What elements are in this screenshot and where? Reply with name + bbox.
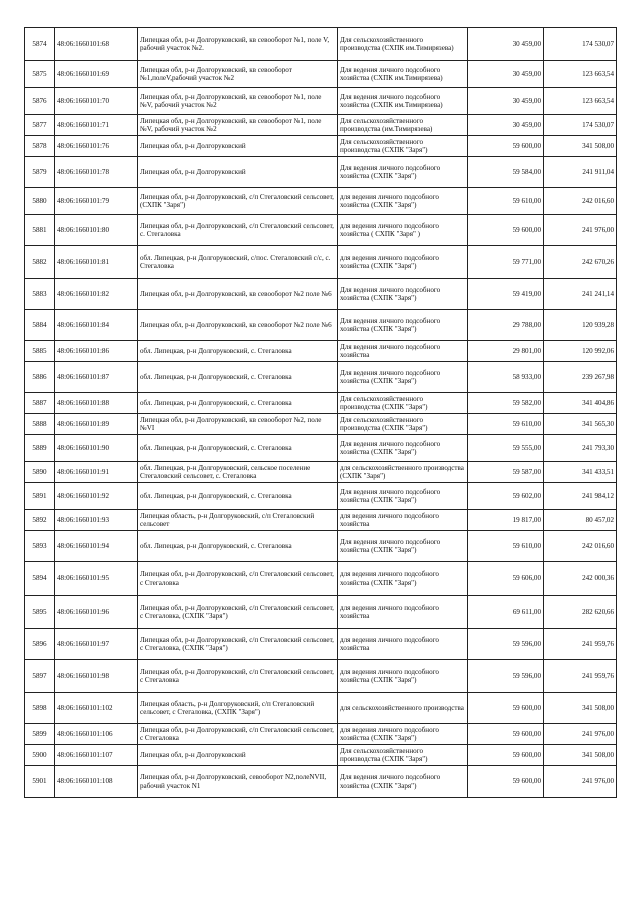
row-number: 5893 xyxy=(25,531,55,562)
address: Липецкая обл, р-н Долгоруковский, севооборот N2,полеNVII, рабочий участок N1 xyxy=(138,766,338,798)
permitted-use: Для ведения личного подсобного хозяйства xyxy=(338,341,468,362)
table-row xyxy=(25,724,617,745)
permitted-use: Для ведения личного подсобного хозяйства (СХПК "Заря") xyxy=(338,435,468,462)
address: Липецкая область, р-н Долгоруковский, с/п Стегаловский сельсовет, с Стегаловка, (СХПК "Заря") xyxy=(138,693,338,724)
table-row xyxy=(25,115,617,136)
permitted-use: Для ведения личного подсобного хозяйства (СХПК "Заря") xyxy=(338,483,468,510)
cadastral-value: 123 663,54 xyxy=(544,88,617,115)
land-parcel-table xyxy=(24,27,617,798)
cadastral-number: 48:06:1660101:93 xyxy=(55,510,138,531)
cadastral-value: 242 670,26 xyxy=(544,246,617,279)
row-number: 5901 xyxy=(25,766,55,798)
permitted-use: для ведения личного подсобного хозяйства (СХПК "Заря") xyxy=(338,724,468,745)
area-value: 59 600,00 xyxy=(468,693,544,724)
permitted-use: Для сельскохозяйственного производства (СХПК "Заря") xyxy=(338,136,468,157)
permitted-use: для сельскохозяйственного производства (СХПК "Заря") xyxy=(338,462,468,483)
permitted-use: Для сельскохозяйственного производства (СХПК им.Тимирязева) xyxy=(338,28,468,61)
cadastral-value: 341 508,00 xyxy=(544,693,617,724)
address: Липецкая обл, р-н Долгоруковский xyxy=(138,157,338,188)
address: Липецкая обл, р-н Долгоруковский, с/п Стегаловский сельсовет, с Стегаловка, (СХПК "Заря") xyxy=(138,596,338,629)
cadastral-value: 174 530,07 xyxy=(544,28,617,61)
cadastral-value: 241 976,00 xyxy=(544,215,617,246)
area-value: 30 459,00 xyxy=(468,88,544,115)
permitted-use: для сельскохозяйственного производства xyxy=(338,693,468,724)
cadastral-value: 241 793,30 xyxy=(544,435,617,462)
address: Липецкая обл, р-н Долгоруковский, кв севооборот №2 поле №6 xyxy=(138,279,338,310)
cadastral-number: 48:06:1660101:70 xyxy=(55,88,138,115)
row-number: 5897 xyxy=(25,660,55,693)
table-row xyxy=(25,188,617,215)
cadastral-value: 282 620,66 xyxy=(544,596,617,629)
address: Липецкая обл, р-н Долгоруковский, с/п Стегаловский сельсовет, с Стегаловка xyxy=(138,562,338,596)
address: обл. Липецкая, р-н Долгоруковский, сельское поселение Стегаловский сельсовет, с. Стегаловка xyxy=(138,462,338,483)
permitted-use: для ведения личного подсобного хозяйства xyxy=(338,629,468,660)
cadastral-number: 48:06:1660101:107 xyxy=(55,745,138,766)
cadastral-number: 48:06:1660101:102 xyxy=(55,693,138,724)
cadastral-number: 48:06:1660101:89 xyxy=(55,414,138,435)
area-value: 59 610,00 xyxy=(468,414,544,435)
table-row xyxy=(25,629,617,660)
permitted-use: для ведения личного подсобного хозяйства (СХПК "Заря") xyxy=(338,562,468,596)
table-row xyxy=(25,483,617,510)
area-value: 59 584,00 xyxy=(468,157,544,188)
area-value: 59 596,00 xyxy=(468,660,544,693)
address: Липецкая обл, р-н Долгоруковский, кв севооборот №1, поле №V, рабочий участок №2 xyxy=(138,88,338,115)
cadastral-value: 241 959,76 xyxy=(544,629,617,660)
row-number: 5881 xyxy=(25,215,55,246)
permitted-use: для ведения личного подсобного хозяйства ( СХПК "Заря" ) xyxy=(338,215,468,246)
area-value: 69 611,00 xyxy=(468,596,544,629)
cadastral-value: 242 016,60 xyxy=(544,531,617,562)
table-row xyxy=(25,393,617,414)
table-row xyxy=(25,279,617,310)
table-row xyxy=(25,660,617,693)
table-row xyxy=(25,510,617,531)
cadastral-number: 48:06:1660101:108 xyxy=(55,766,138,798)
permitted-use: Для ведения личного подсобного хозяйства (СХПК "Заря") xyxy=(338,766,468,798)
cadastral-number: 48:06:1660101:79 xyxy=(55,188,138,215)
row-number: 5899 xyxy=(25,724,55,745)
permitted-use: для ведения личного подсобного хозяйства (СХПК "Заря") xyxy=(338,246,468,279)
address: Липецкая обл, р-н Долгоруковский, с/п Стегаловский сельсовет, с. Стегаловка xyxy=(138,215,338,246)
address: обл. Липецкая, р-н Долгоруковский, с. Стегаловка xyxy=(138,362,338,393)
table-row xyxy=(25,414,617,435)
cadastral-number: 48:06:1660101:94 xyxy=(55,531,138,562)
cadastral-number: 48:06:1660101:78 xyxy=(55,157,138,188)
address: обл. Липецкая, р-н Долгоруковский, с. Стегаловка xyxy=(138,531,338,562)
cadastral-value: 341 508,00 xyxy=(544,136,617,157)
area-value: 59 610,00 xyxy=(468,531,544,562)
row-number: 5880 xyxy=(25,188,55,215)
address: обл. Липецкая, р-н Долгоруковский, с. Стегаловка xyxy=(138,341,338,362)
address: Липецкая обл, р-н Долгоруковский, с/п Стегаловский сельсовет, с Стегаловка xyxy=(138,724,338,745)
table-row xyxy=(25,693,617,724)
address: обл. Липецкая, р-н Долгоруковский, с/пос. Стегаловский с/с, с. Стегаловка xyxy=(138,246,338,279)
cadastral-number: 48:06:1660101:91 xyxy=(55,462,138,483)
area-value: 59 602,00 xyxy=(468,483,544,510)
table-row xyxy=(25,215,617,246)
area-value: 59 606,00 xyxy=(468,562,544,596)
table-row xyxy=(25,246,617,279)
area-value: 58 933,00 xyxy=(468,362,544,393)
table-row xyxy=(25,362,617,393)
cadastral-number: 48:06:1660101:69 xyxy=(55,61,138,88)
cadastral-value: 241 976,00 xyxy=(544,724,617,745)
cadastral-number: 48:06:1660101:86 xyxy=(55,341,138,362)
row-number: 5883 xyxy=(25,279,55,310)
table-row xyxy=(25,531,617,562)
area-value: 29 801,00 xyxy=(468,341,544,362)
address: Липецкая обл, р-н Долгоруковский, кв севооборот №1,полеV,рабочий участок №2 xyxy=(138,61,338,88)
cadastral-value: 242 016,60 xyxy=(544,188,617,215)
cadastral-number: 48:06:1660101:97 xyxy=(55,629,138,660)
cadastral-number: 48:06:1660101:95 xyxy=(55,562,138,596)
table-row xyxy=(25,766,617,798)
row-number: 5878 xyxy=(25,136,55,157)
area-value: 59 771,00 xyxy=(468,246,544,279)
cadastral-number: 48:06:1660101:84 xyxy=(55,310,138,341)
area-value: 30 459,00 xyxy=(468,61,544,88)
table-row xyxy=(25,28,617,61)
cadastral-value: 80 457,02 xyxy=(544,510,617,531)
table-row xyxy=(25,341,617,362)
cadastral-value: 174 530,07 xyxy=(544,115,617,136)
row-number: 5887 xyxy=(25,393,55,414)
row-number: 5898 xyxy=(25,693,55,724)
area-value: 59 610,00 xyxy=(468,188,544,215)
row-number: 5874 xyxy=(25,28,55,61)
table-row xyxy=(25,462,617,483)
table-row xyxy=(25,88,617,115)
table-row xyxy=(25,435,617,462)
table-row xyxy=(25,596,617,629)
row-number: 5882 xyxy=(25,246,55,279)
area-value: 59 600,00 xyxy=(468,745,544,766)
row-number: 5886 xyxy=(25,362,55,393)
cadastral-number: 48:06:1660101:96 xyxy=(55,596,138,629)
permitted-use: Для сельскохозяйственного производства (СХПК "Заря") xyxy=(338,745,468,766)
cadastral-value: 123 663,54 xyxy=(544,61,617,88)
cadastral-value: 341 433,51 xyxy=(544,462,617,483)
cadastral-number: 48:06:1660101:88 xyxy=(55,393,138,414)
address: обл. Липецкая, р-н Долгоруковский, с. Стегаловка xyxy=(138,435,338,462)
address: обл. Липецкая, р-н Долгоруковский, с. Стегаловка xyxy=(138,483,338,510)
address: Липецкая обл, р-н Долгоруковский, с/п Стегаловский сельсовет, с Стегаловка, (СХПК "Заря") xyxy=(138,629,338,660)
table-row xyxy=(25,745,617,766)
address: Липецкая обл, р-н Долгоруковский, кв севооборот №2, поле №VI xyxy=(138,414,338,435)
cadastral-value: 120 992,06 xyxy=(544,341,617,362)
cadastral-value: 241 241,14 xyxy=(544,279,617,310)
cadastral-value: 341 508,00 xyxy=(544,745,617,766)
row-number: 5896 xyxy=(25,629,55,660)
area-value: 29 788,00 xyxy=(468,310,544,341)
area-value: 19 817,00 xyxy=(468,510,544,531)
row-number: 5900 xyxy=(25,745,55,766)
area-value: 59 600,00 xyxy=(468,215,544,246)
cadastral-number: 48:06:1660101:92 xyxy=(55,483,138,510)
cadastral-number: 48:06:1660101:81 xyxy=(55,246,138,279)
cadastral-value: 341 565,30 xyxy=(544,414,617,435)
row-number: 5890 xyxy=(25,462,55,483)
area-value: 30 459,00 xyxy=(468,28,544,61)
row-number: 5891 xyxy=(25,483,55,510)
permitted-use: Для сельскохозяйственного производства (им.Тимирязева) xyxy=(338,115,468,136)
cadastral-number: 48:06:1660101:98 xyxy=(55,660,138,693)
permitted-use: Для ведения личного подсобного хозяйства (СХПК "Заря") xyxy=(338,531,468,562)
address: Липецкая обл, р-н Долгоруковский, кв севооборот №1, поле №V, рабочий участок №2 xyxy=(138,115,338,136)
permitted-use: Для ведения личного подсобного хозяйства (СХПК "Заря") xyxy=(338,362,468,393)
permitted-use: Для сельскохозяйственного производства (СХПК "Заря") xyxy=(338,414,468,435)
address: Липецкая обл, р-н Долгоруковский, кв севооборот №1, поле V, рабочий участок №2. xyxy=(138,28,338,61)
area-value: 59 600,00 xyxy=(468,136,544,157)
table-row xyxy=(25,310,617,341)
address: Липецкая обл, р-н Долгоруковский, с/п Стегаловский сельсовет, с Стегаловка xyxy=(138,660,338,693)
cadastral-number: 48:06:1660101:80 xyxy=(55,215,138,246)
cadastral-value: 239 267,98 xyxy=(544,362,617,393)
area-value: 30 459,00 xyxy=(468,115,544,136)
cadastral-value: 241 911,04 xyxy=(544,157,617,188)
row-number: 5876 xyxy=(25,88,55,115)
row-number: 5892 xyxy=(25,510,55,531)
row-number: 5875 xyxy=(25,61,55,88)
cadastral-number: 48:06:1660101:106 xyxy=(55,724,138,745)
address: Липецкая обл, р-н Долгоруковский, кв севооборот №2 поле №6 xyxy=(138,310,338,341)
table-row xyxy=(25,562,617,596)
cadastral-value: 120 939,28 xyxy=(544,310,617,341)
cadastral-value: 341 404,86 xyxy=(544,393,617,414)
cadastral-number: 48:06:1660101:71 xyxy=(55,115,138,136)
address: обл. Липецкая, р-н Долгоруковский, с. Стегаловка xyxy=(138,393,338,414)
permitted-use: Для ведения личного подсобного хозяйства (СХПК "Заря") xyxy=(338,310,468,341)
address: Липецкая область, р-н Долгоруковский, с/п Стегаловский сельсовет xyxy=(138,510,338,531)
row-number: 5895 xyxy=(25,596,55,629)
area-value: 59 419,00 xyxy=(468,279,544,310)
area-value: 59 596,00 xyxy=(468,629,544,660)
document-page xyxy=(24,27,616,798)
row-number: 5877 xyxy=(25,115,55,136)
cadastral-value: 241 976,00 xyxy=(544,766,617,798)
table-row xyxy=(25,61,617,88)
cadastral-number: 48:06:1660101:90 xyxy=(55,435,138,462)
area-value: 59 555,00 xyxy=(468,435,544,462)
row-number: 5889 xyxy=(25,435,55,462)
area-value: 59 600,00 xyxy=(468,724,544,745)
area-value: 59 582,00 xyxy=(468,393,544,414)
address: Липецкая обл, р-н Долгоруковский xyxy=(138,745,338,766)
area-value: 59 600,00 xyxy=(468,766,544,798)
permitted-use: Для ведения личного подсобного хозяйства (СХПК "Заря") xyxy=(338,157,468,188)
permitted-use: Для ведения личного подсобного хозяйства (СХПК им.Тимирязева) xyxy=(338,88,468,115)
permitted-use: Для ведения личного подсобного хозяйства (СХПК "Заря") xyxy=(338,279,468,310)
row-number: 5885 xyxy=(25,341,55,362)
permitted-use: для ведения личного подсобного хозяйства (СХПК "Заря") xyxy=(338,188,468,215)
cadastral-value: 241 984,12 xyxy=(544,483,617,510)
cadastral-number: 48:06:1660101:76 xyxy=(55,136,138,157)
permitted-use: для ведения личного подсобного хозяйства (СХПК "Заря") xyxy=(338,660,468,693)
table-row xyxy=(25,136,617,157)
permitted-use: Для сельскохозяйственного производства (СХПК "Заря") xyxy=(338,393,468,414)
cadastral-value: 242 000,36 xyxy=(544,562,617,596)
cadastral-number: 48:06:1660101:68 xyxy=(55,28,138,61)
row-number: 5888 xyxy=(25,414,55,435)
address: Липецкая обл, р-н Долгоруковский, с/п Стегаловский сельсовет, (СХПК "Заря") xyxy=(138,188,338,215)
permitted-use: для ведения личного подсобного хозяйства xyxy=(338,510,468,531)
cadastral-number: 48:06:1660101:87 xyxy=(55,362,138,393)
row-number: 5879 xyxy=(25,157,55,188)
cadastral-value: 241 959,76 xyxy=(544,660,617,693)
address: Липецкая обл, р-н Долгоруковский xyxy=(138,136,338,157)
permitted-use: Для ведения личного подсобного хозяйства (СХПК им.Тимирязева) xyxy=(338,61,468,88)
permitted-use: для ведения личного подсобного хозяйства xyxy=(338,596,468,629)
table-row xyxy=(25,157,617,188)
row-number: 5894 xyxy=(25,562,55,596)
area-value: 59 587,00 xyxy=(468,462,544,483)
row-number: 5884 xyxy=(25,310,55,341)
cadastral-number: 48:06:1660101:82 xyxy=(55,279,138,310)
